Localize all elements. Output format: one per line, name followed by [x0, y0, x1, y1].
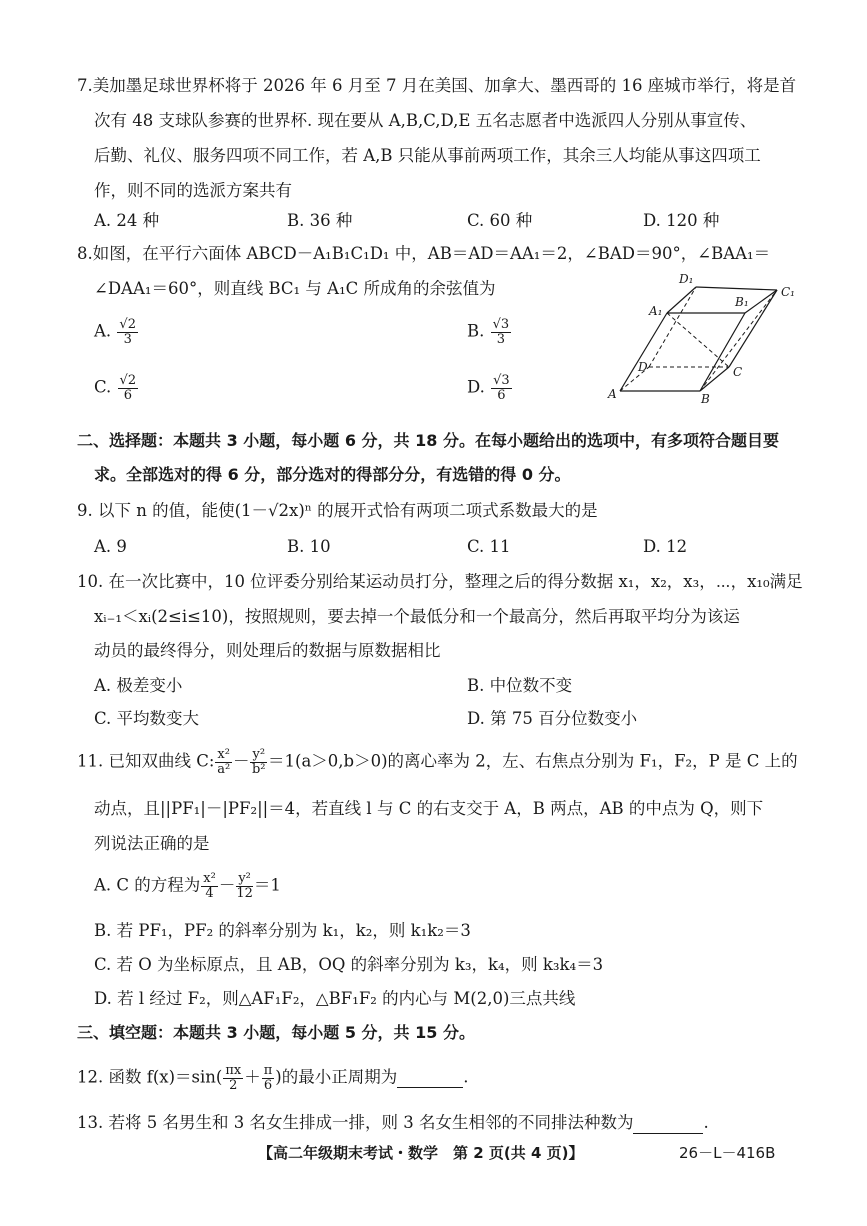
q11-line3: 列说法正确的是	[94, 834, 210, 853]
q12-frac-1	[223, 1064, 243, 1092]
q9-option-a: A. 9	[94, 537, 127, 556]
q8-option-a	[94, 318, 139, 346]
q11-pre: 11. 已知双曲线 C:	[77, 751, 215, 771]
edge-d-d1-hidden	[649, 287, 696, 367]
q8-option-d-fraction	[491, 374, 512, 402]
q8-option-d	[467, 374, 513, 402]
label-a1: A₁	[649, 304, 663, 318]
q7-option-c: C. 60 种	[467, 211, 533, 230]
q11-option-a	[94, 872, 281, 900]
q9-option-d: D. 12	[643, 537, 688, 556]
q12-plus: ＋	[244, 1067, 261, 1087]
q11-minus: －	[232, 751, 250, 771]
footer-code: 26－L－416B	[679, 1144, 776, 1162]
edge-a-a1	[620, 313, 667, 391]
q9-option-b: B. 10	[287, 537, 331, 556]
q10-option-c: C. 平均数变大	[94, 709, 200, 728]
q8-option-c-fraction	[118, 374, 139, 402]
q11-option-a-post: ＝1	[253, 875, 281, 895]
q12-frac-2-den: 6	[263, 1077, 273, 1093]
label-b1: B₁	[735, 295, 749, 309]
label-d1: D₁	[679, 272, 694, 286]
q11-option-a-frac-y	[236, 872, 253, 900]
q11-option-a-frac-x-num: x²	[203, 871, 216, 886]
label-d: D	[638, 360, 648, 374]
edge-d1-c1	[696, 287, 777, 290]
q8-line2: ∠DAA₁＝60°，则直线 BC₁ 与 A₁C 所成角的余弦值为	[94, 279, 496, 298]
q13-end: .	[703, 1113, 709, 1132]
q9-line1: 9. 以下 n 的值，能使(1－√2x)ⁿ 的展开式恰有两项二项式系数最大的是	[77, 501, 598, 520]
label-c: C	[733, 365, 743, 379]
q11-option-a-minus: －	[218, 875, 236, 895]
q10-line3: 动员的最终得分，则处理后的数据与原数据相比	[94, 641, 441, 660]
q12-frac-1-den: 2	[229, 1077, 238, 1093]
q12-frac-2	[262, 1064, 275, 1092]
q12-post: )的最小正周期为	[275, 1067, 398, 1087]
q12-pre: 12. 函数 f(x)＝sin(	[77, 1067, 223, 1087]
q10-line2: xᵢ₋₁＜xᵢ(2≤i≤10)，按照规则，要去掉一个最低分和一个最高分，然后再取平均分为该运	[94, 607, 740, 626]
q8-option-b-den: 3	[496, 331, 506, 347]
q8-option-b	[467, 318, 512, 346]
q12-frac-2-num: π	[263, 1063, 273, 1078]
q8-option-d-den: 6	[497, 387, 506, 403]
edge-c1-b1	[745, 290, 777, 313]
q13-text: 13. 若将 5 名男生和 3 名女生排成一排，则 3 名女生相邻的不同排法种数为	[77, 1113, 634, 1132]
q11-option-b: B. 若 PF₁，PF₂ 的斜率分别为 k₁，k₂，则 k₁k₂＝3	[94, 921, 471, 940]
q12-line1	[77, 1064, 468, 1092]
q13-answer-blank[interactable]	[633, 1113, 703, 1134]
q8-option-d-label: D.	[467, 377, 485, 397]
q11-frac-y-den: b²	[251, 761, 266, 777]
q9-option-c: C. 11	[467, 537, 511, 556]
q10-line1: 10. 在一次比赛中，10 位评委分别给某运动员打分，整理之后的得分数据 x₁，x₂，x₃，⋯，x₁₀满足	[77, 572, 803, 591]
q8-option-b-fraction	[491, 318, 512, 346]
q11-frac-y	[250, 748, 267, 776]
q11-option-a-frac-x-den: 4	[205, 885, 214, 901]
section3-heading: 三、填空题：本题共 3 小题，每小题 5 分，共 15 分。	[77, 1023, 475, 1042]
q12-answer-blank[interactable]	[397, 1068, 463, 1089]
q10-option-b: B. 中位数不变	[467, 676, 573, 695]
label-c1: C₁	[781, 285, 795, 299]
q8-option-c-num: √2	[119, 373, 137, 388]
q11-line1	[77, 748, 798, 776]
q11-frac-x-num: x²	[217, 747, 230, 762]
q12-frac-1-num: πx	[225, 1063, 242, 1078]
q8-option-b-label: B.	[467, 321, 485, 341]
diagonal-a1-c	[667, 313, 729, 367]
q7-line3: 后勤、礼仪、服务四项不同工作，若 A,B 只能从事前两项工作，其余三人均能从事这四项工	[94, 146, 761, 165]
q8-option-c-label: C.	[94, 377, 112, 397]
q8-option-c-den: 6	[123, 387, 132, 403]
q8-option-b-num: √3	[492, 317, 510, 332]
q12-end: .	[463, 1067, 469, 1087]
q11-option-a-frac-y-den: 12	[236, 885, 253, 901]
edge-a1-d1	[667, 287, 696, 313]
q13-line1	[77, 1113, 709, 1134]
label-a: A	[608, 387, 617, 401]
q7-option-d: D. 120 种	[643, 211, 720, 230]
q7-line2: 次有 48 支球队参赛的世界杯. 现在要从 A,B,C,D,E 五名志愿者中选派四人分别从事宣传、	[94, 111, 757, 130]
q10-option-d: D. 第 75 百分位数变小	[467, 709, 638, 728]
q11-frac-x-den: a²	[217, 761, 231, 777]
q11-frac-x	[215, 748, 232, 776]
q11-option-a-pre: A. C 的方程为	[94, 875, 201, 895]
q8-option-a-num: √2	[119, 317, 136, 332]
q8-option-d-num: √3	[493, 373, 510, 388]
section2-heading-line1: 二、选择题：本题共 3 小题，每小题 6 分，共 18 分。在每小题给出的选项中，有多项符合题目要	[77, 431, 779, 450]
section2-heading-line2: 求。全部选对的得 6 分，部分选对的得部分分，有选错的得 0 分。	[94, 465, 571, 484]
q11-option-c: C. 若 O 为坐标原点，且 AB，OQ 的斜率分别为 k₃，k₄，则 k₃k₄＝3	[94, 955, 604, 974]
q7-line1: 7.美加墨足球世界杯将于 2026 年 6 月至 7 月在美国、加拿大、墨西哥的 16 座城市举行，将是首	[77, 76, 797, 95]
parallelepiped-figure	[605, 270, 805, 410]
q11-option-a-frac-y-num: y²	[238, 871, 251, 886]
q11-option-a-frac-x	[201, 872, 218, 900]
edge-b-c	[700, 367, 729, 391]
q7-option-a: A. 24 种	[94, 211, 160, 230]
q7-option-b: B. 36 种	[287, 211, 353, 230]
q8-line1: 8.如图，在平行六面体 ABCD－A₁B₁C₁D₁ 中，AB＝AD＝AA₁＝2，∠BAD＝90°，∠BAA₁＝	[77, 244, 771, 263]
q11-frac-y-num: y²	[252, 747, 266, 762]
q11-option-d: D. 若 l 经过 F₂，则△AF₁F₂，△BF₁F₂ 的内心与 M(2,0)三点共线	[94, 989, 576, 1008]
q11-line2: 动点，且||PF₁|－|PF₂||＝4，若直线 l 与 C 的右支交于 A，B 两点，AB 的中点为 Q，则下	[94, 799, 764, 818]
q8-option-c	[94, 374, 139, 402]
q8-option-a-label: A.	[94, 321, 112, 341]
label-b: B	[701, 392, 710, 406]
q8-option-a-den: 3	[123, 331, 132, 347]
q11-post: ＝1(a＞0,b＞0)的离心率为 2，左、右焦点分别为 F₁，F₂，P 是 C 上的	[268, 751, 798, 771]
q10-option-a: A. 极差变小	[94, 676, 183, 695]
q7-line4: 作，则不同的选派方案共有	[94, 181, 292, 200]
q8-option-a-fraction	[117, 318, 138, 346]
footer-title: 【高二年级期末考试・数学 第 2 页(共 4 页)】	[258, 1144, 584, 1162]
